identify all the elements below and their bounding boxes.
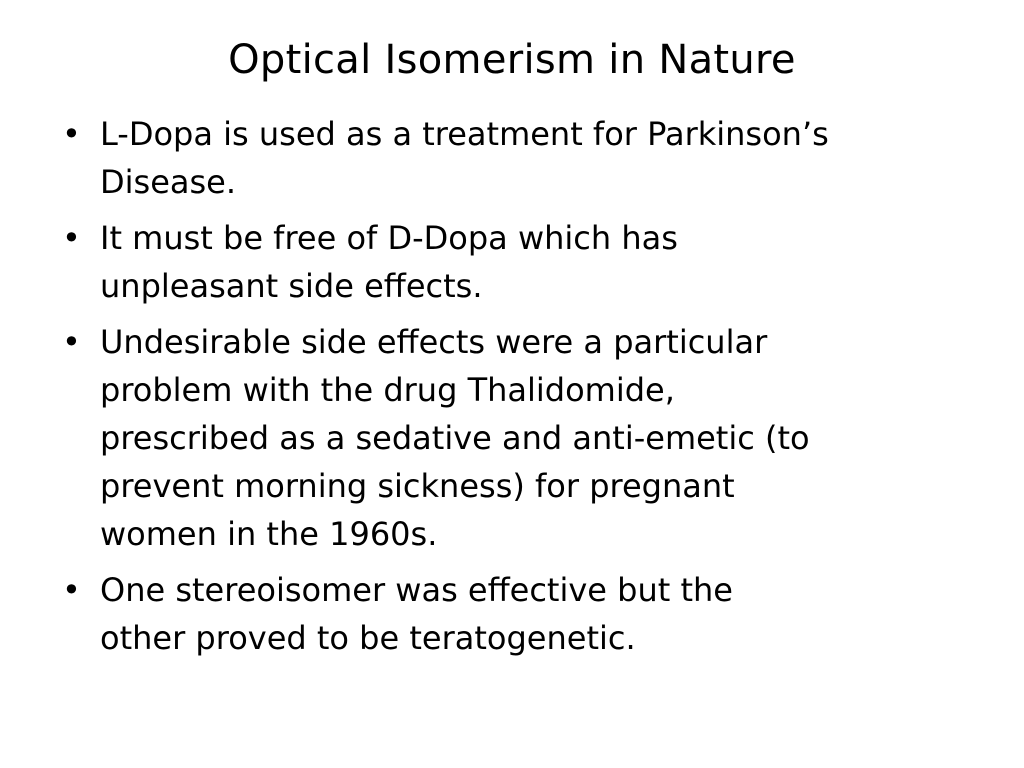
bullet-text: It must be free of D-Dopa which has unpleasant side effects. xyxy=(100,219,678,305)
slide-title: Optical Isomerism in Nature xyxy=(228,37,796,83)
bullet-text: L-Dopa is used as a treatment for Parkinson’s Disease. xyxy=(100,115,829,201)
bullet-point-icon: • xyxy=(62,323,81,361)
bullet-point-icon: • xyxy=(62,219,81,257)
bullet-point-icon: • xyxy=(62,571,81,609)
bullet-item-ddopa xyxy=(56,214,956,310)
bullet-text: Undesirable side effects were a particular problem with the drug Thalidomide, prescribed as a sedative and anti-emetic (to prevent morning sickness) for pregnant women in the 1960s. xyxy=(100,323,810,553)
bullet-text: One stereoisomer was effective but the other proved to be teratogenetic. xyxy=(100,571,733,657)
bullet-item-ldopa xyxy=(56,110,956,206)
bullet-item-stereoisomer xyxy=(56,566,956,662)
bullet-list xyxy=(56,110,956,670)
bullet-item-thalidomide xyxy=(56,318,956,558)
bullet-point-icon: • xyxy=(62,115,81,153)
